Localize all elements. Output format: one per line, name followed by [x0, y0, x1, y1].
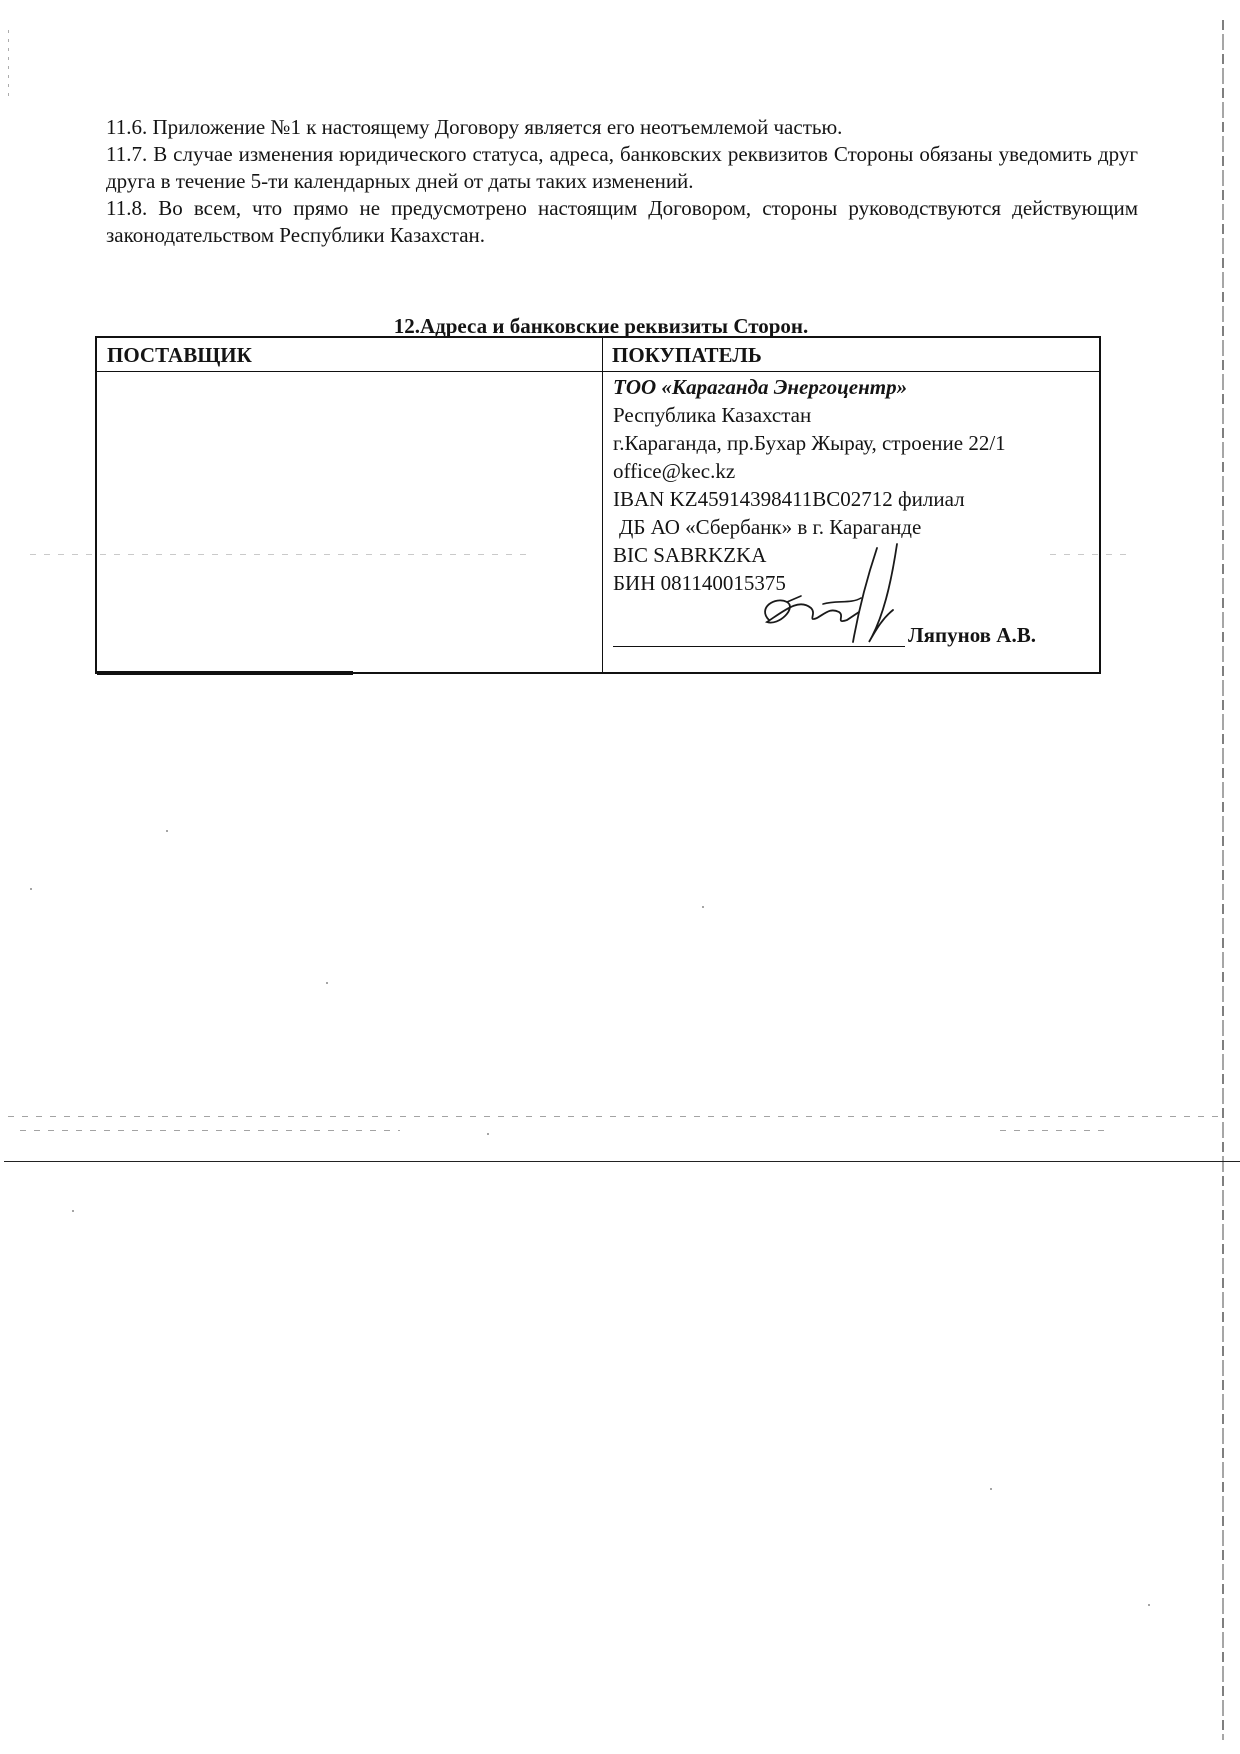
table-column-divider — [602, 338, 603, 672]
scan-speck — [30, 888, 32, 890]
scan-speck — [72, 1210, 74, 1212]
clause-11-6: 11.6. Приложение №1 к настоящему Договору является его неотъемлемой частью. — [106, 115, 843, 139]
buyer-country: Республика Казахстан — [613, 403, 812, 427]
buyer-company: ТОО «Караганда Энергоцентр» — [613, 375, 908, 399]
page-fold-line — [4, 1161, 1240, 1162]
scan-dash-line — [1000, 1130, 1110, 1131]
scan-speck — [166, 830, 168, 832]
buyer-bank: ДБ АО «Сбербанк» в г. Караганде — [619, 515, 922, 539]
buyer-bin: БИН 081140015375 — [613, 571, 786, 595]
buyer-bic: BIC SABRKZKA — [613, 543, 767, 567]
clause-11-8: 11.8. Во всем, что прямо не предусмотрено настоящим Договором, стороны руководствуются действующим законодательством Республики Казахстан. — [106, 196, 1138, 247]
scan-speck — [702, 906, 704, 908]
section-title: 12.Адреса и банковские реквизиты Сторон. — [393, 314, 809, 338]
buyer-column-header: ПОКУПАТЕЛЬ — [612, 343, 762, 367]
requisites-table — [95, 336, 1101, 674]
signature-line — [613, 646, 905, 647]
scan-dash-line — [20, 1130, 400, 1131]
scan-speck — [487, 1133, 489, 1135]
clause-11-7: 11.7. В случае изменения юридического статуса, адреса, банковских реквизитов Стороны обязаны уведомить друг друга в течение 5-ти календарных дней от даты таких изменений. — [106, 142, 1138, 193]
scan-speck — [1148, 1604, 1150, 1606]
signatory-name: Ляпунов А.В. — [908, 623, 1036, 647]
contract-clauses — [106, 114, 1138, 249]
buyer-iban: IBAN KZ45914398411BC02712 филиал — [613, 487, 965, 511]
supplier-column-header: ПОСТАВЩИК — [107, 343, 252, 367]
scan-speck — [990, 1488, 992, 1490]
scan-edge-right — [1222, 20, 1224, 1740]
table-bottom-rule — [97, 671, 353, 675]
scan-speck — [326, 982, 328, 984]
scan-dash-line — [8, 1116, 1222, 1117]
table-header-rule — [97, 371, 1099, 372]
buyer-email: office@kec.kz — [613, 459, 736, 483]
scan-edge-left — [8, 30, 9, 100]
buyer-address: г.Караганда, пр.Бухар Жырау, строение 22/1 — [613, 431, 1006, 455]
